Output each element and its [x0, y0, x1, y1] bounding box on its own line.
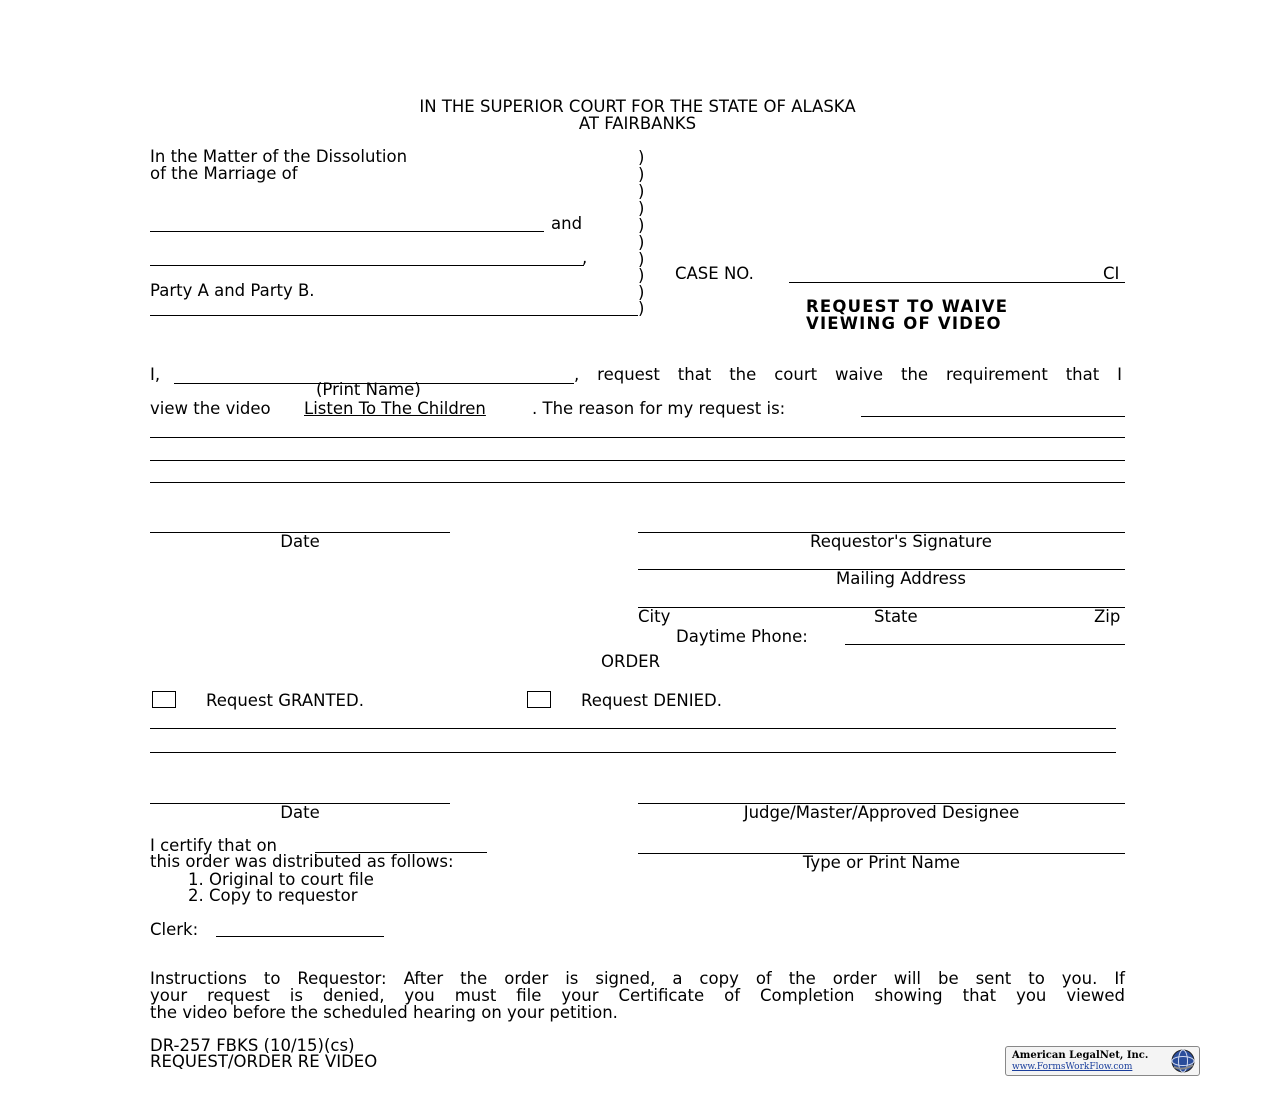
print-name-label: (Print Name) [316, 380, 421, 399]
matter-line-2: of the Marriage of [150, 164, 298, 183]
paren-6: ) [638, 233, 645, 252]
daytime-phone-line[interactable] [845, 644, 1125, 645]
case-no-label: CASE NO. [675, 264, 754, 283]
mailing-address-label: Mailing Address [836, 569, 966, 588]
state-label: State [874, 607, 918, 626]
instructions-line-2: your request is denied, you must file your Certificate of Completion showing that you viewed [150, 986, 1125, 1005]
video-title: Listen To The Children [304, 399, 486, 418]
granted-checkbox[interactable] [152, 691, 176, 708]
instructions-line-1: Instructions to Requestor: After the order is signed, a copy of the order will be sent to you. If [150, 969, 1125, 988]
judge-label: Judge/Master/Approved Designee [743, 803, 1020, 822]
reason-line-1[interactable] [861, 416, 1125, 417]
denied-label: Request DENIED. [581, 691, 722, 710]
paren-5: ) [638, 216, 645, 235]
distribution-item-2: 2. Copy to requestor [188, 886, 358, 905]
form-title-line-2: VIEWING OF VIDEO [806, 314, 1002, 333]
form-number: DR-257 FBKS (10/15)(cs) [150, 1036, 355, 1055]
denied-checkbox[interactable] [527, 691, 551, 708]
comma-text: , [582, 248, 588, 267]
request-text: , request that the court waive the requirement that I [574, 365, 1122, 384]
paren-9: ) [638, 283, 645, 302]
paren-7: ) [638, 250, 645, 269]
clerk-line[interactable] [216, 936, 384, 937]
paren-1: ) [638, 148, 645, 167]
paren-8: ) [638, 266, 645, 285]
signature-label: Requestor's Signature [810, 532, 992, 551]
globe-icon [1170, 1048, 1196, 1074]
distributed-label: this order was distributed as follows: [150, 852, 454, 871]
city-label: City [638, 607, 671, 626]
and-text: and [551, 214, 583, 233]
granted-label: Request GRANTED. [206, 691, 364, 710]
matter-line-1: In the Matter of the Dissolution [150, 147, 408, 166]
order-heading: ORDER [601, 652, 661, 671]
date-label: Date [280, 532, 320, 551]
reason-line-3[interactable] [150, 460, 1125, 461]
caption-bottom-line [150, 315, 638, 316]
logo-company: American LegalNet, Inc. [1012, 1050, 1149, 1061]
american-legalnet-logo[interactable] [1005, 1046, 1200, 1076]
party-a-name-line[interactable] [150, 231, 544, 232]
logo-url[interactable]: www.FormsWorkFlow.com [1012, 1062, 1133, 1072]
distribution-item-1: 1. Original to court file [188, 870, 374, 889]
paren-10: ) [638, 299, 645, 318]
i-label: I, [150, 365, 161, 384]
reason-line-2[interactable] [150, 437, 1125, 438]
case-no-line[interactable] [789, 282, 1125, 283]
form-title-line-1: REQUEST TO WAIVE [806, 297, 1009, 316]
case-suffix: CI [1103, 264, 1120, 283]
view-text: view the video [150, 399, 271, 418]
party-b-name-line[interactable] [150, 265, 584, 266]
parties-label: Party A and Party B. [150, 281, 315, 300]
court-location: AT FAIRBANKS [578, 114, 697, 133]
daytime-phone-label: Daytime Phone: [676, 627, 808, 646]
reason-text: . The reason for my request is: [532, 399, 786, 418]
form-footer-title: REQUEST/ORDER RE VIDEO [150, 1052, 378, 1071]
order-line-1[interactable] [150, 728, 1116, 729]
instructions-line-3: the video before the scheduled hearing on your petition. [150, 1003, 618, 1022]
paren-4: ) [638, 199, 645, 218]
zip-label: Zip [1094, 607, 1121, 626]
clerk-label: Clerk: [150, 920, 199, 939]
certify-label: I certify that on [150, 836, 278, 855]
order-line-2[interactable] [150, 752, 1116, 753]
type-print-name-label: Type or Print Name [802, 853, 961, 872]
order-date-label: Date [280, 803, 320, 822]
reason-line-4[interactable] [150, 482, 1125, 483]
paren-2: ) [638, 165, 645, 184]
court-heading: IN THE SUPERIOR COURT FOR THE STATE OF ALASKA [419, 97, 856, 116]
paren-3: ) [638, 182, 645, 201]
